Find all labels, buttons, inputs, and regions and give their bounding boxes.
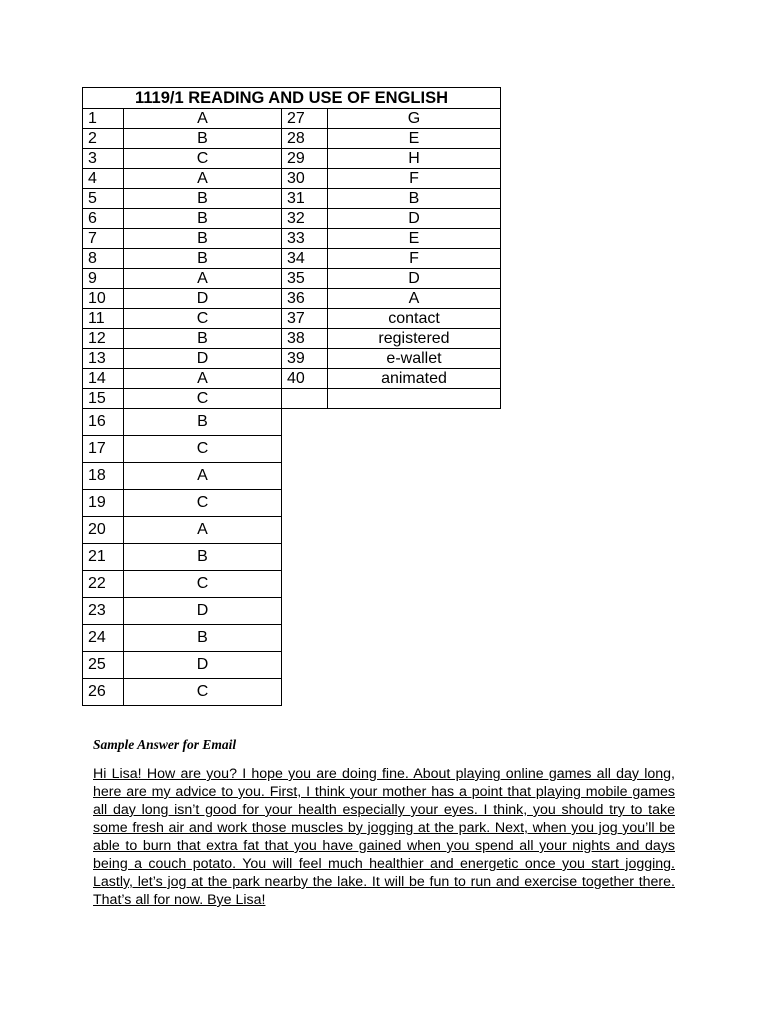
answer-key-title: 1119/1 READING AND USE OF ENGLISH bbox=[83, 88, 501, 109]
answer-row bbox=[83, 544, 501, 571]
question-number: 40 bbox=[282, 369, 328, 389]
answer-cell: B bbox=[124, 229, 282, 249]
blank-area bbox=[282, 436, 501, 463]
answer-row bbox=[83, 389, 501, 409]
answer-cell: A bbox=[124, 109, 282, 129]
question-number: 37 bbox=[282, 309, 328, 329]
answer-row bbox=[83, 249, 501, 269]
answer-row bbox=[83, 109, 501, 129]
question-number: 38 bbox=[282, 329, 328, 349]
question-number: 4 bbox=[83, 169, 124, 189]
question-number: 17 bbox=[83, 436, 124, 463]
answer-cell: e-wallet bbox=[328, 349, 501, 369]
question-number: 30 bbox=[282, 169, 328, 189]
question-number: 16 bbox=[83, 409, 124, 436]
answer-row bbox=[83, 436, 501, 463]
question-number: 34 bbox=[282, 249, 328, 269]
answer-cell: C bbox=[124, 679, 282, 706]
question-number: 23 bbox=[83, 598, 124, 625]
answer-cell: animated bbox=[328, 369, 501, 389]
answer-cell: D bbox=[124, 289, 282, 309]
answer-cell: E bbox=[328, 229, 501, 249]
question-number: 15 bbox=[83, 389, 124, 409]
question-number: 31 bbox=[282, 189, 328, 209]
answer-cell: A bbox=[328, 289, 501, 309]
answer-cell: A bbox=[124, 517, 282, 544]
question-number: 5 bbox=[83, 189, 124, 209]
answer-row bbox=[83, 149, 501, 169]
question-number: 39 bbox=[282, 349, 328, 369]
answer-cell: C bbox=[124, 149, 282, 169]
question-number: 36 bbox=[282, 289, 328, 309]
blank-area bbox=[282, 652, 501, 679]
question-number: 27 bbox=[282, 109, 328, 129]
question-number: 25 bbox=[83, 652, 124, 679]
answer-cell: C bbox=[124, 436, 282, 463]
question-number: 7 bbox=[83, 229, 124, 249]
answer-cell: F bbox=[328, 169, 501, 189]
email-body: Hi Lisa! How are you? I hope you are doing fine. About playing online games all day long, here are my advice to you. First, I think your mother has a point that playing mobile games all day long isn’t good for your health especially your eyes. I think, you should try to take some fresh air and work those muscles by jogging at the park. Next, when you jog you’ll be able to burn that extra fat that you have gained when you spend all your nights and days being a couch potato. You will feel much healthier and energetic once you start jogging. Lastly, let’s jog at the park nearby the lake. It will be fun to run and exercise together there. That’s all for now. Bye Lisa! bbox=[93, 766, 675, 908]
answer-cell: registered bbox=[328, 329, 501, 349]
answer-cell: B bbox=[124, 409, 282, 436]
answer-cell: C bbox=[124, 571, 282, 598]
answer-row bbox=[83, 229, 501, 249]
question-number: 18 bbox=[83, 463, 124, 490]
question-number: 24 bbox=[83, 625, 124, 652]
blank-area bbox=[282, 490, 501, 517]
answer-key-body bbox=[83, 88, 501, 706]
answer-row bbox=[83, 625, 501, 652]
answer-cell: B bbox=[124, 189, 282, 209]
answer-row bbox=[83, 189, 501, 209]
answer-cell: B bbox=[124, 544, 282, 571]
question-number: 22 bbox=[83, 571, 124, 598]
question-number: 3 bbox=[83, 149, 124, 169]
empty-cell bbox=[282, 389, 328, 409]
question-number: 9 bbox=[83, 269, 124, 289]
empty-cell bbox=[328, 389, 501, 409]
answer-cell: D bbox=[124, 598, 282, 625]
question-number: 21 bbox=[83, 544, 124, 571]
question-number: 11 bbox=[83, 309, 124, 329]
answer-row bbox=[83, 598, 501, 625]
answer-cell: B bbox=[124, 209, 282, 229]
answer-cell: F bbox=[328, 249, 501, 269]
answer-row bbox=[83, 571, 501, 598]
blank-area bbox=[282, 544, 501, 571]
question-number: 29 bbox=[282, 149, 328, 169]
answer-row bbox=[83, 349, 501, 369]
answer-cell: C bbox=[124, 309, 282, 329]
answer-row bbox=[83, 517, 501, 544]
question-number: 8 bbox=[83, 249, 124, 269]
answer-row bbox=[83, 209, 501, 229]
answer-cell: D bbox=[124, 652, 282, 679]
answer-cell: A bbox=[124, 369, 282, 389]
answer-row bbox=[83, 463, 501, 490]
blank-area bbox=[282, 517, 501, 544]
answer-key-table bbox=[82, 87, 501, 706]
question-number: 2 bbox=[83, 129, 124, 149]
question-number: 10 bbox=[83, 289, 124, 309]
answer-cell: E bbox=[328, 129, 501, 149]
question-number: 32 bbox=[282, 209, 328, 229]
question-number: 19 bbox=[83, 490, 124, 517]
blank-area bbox=[282, 409, 501, 436]
answer-cell: D bbox=[328, 269, 501, 289]
answer-row bbox=[83, 652, 501, 679]
answer-cell: A bbox=[124, 169, 282, 189]
answer-row bbox=[83, 289, 501, 309]
answer-row bbox=[83, 679, 501, 706]
answer-row bbox=[83, 309, 501, 329]
answer-cell: G bbox=[328, 109, 501, 129]
question-number: 33 bbox=[282, 229, 328, 249]
answer-cell: C bbox=[124, 490, 282, 517]
question-number: 26 bbox=[83, 679, 124, 706]
answer-row bbox=[83, 129, 501, 149]
answer-row bbox=[83, 490, 501, 517]
blank-area bbox=[282, 598, 501, 625]
blank-area bbox=[282, 679, 501, 706]
answer-row bbox=[83, 329, 501, 349]
question-number: 14 bbox=[83, 369, 124, 389]
blank-area bbox=[282, 625, 501, 652]
email-heading: Sample Answer for Email bbox=[93, 737, 237, 752]
answer-cell: D bbox=[124, 349, 282, 369]
answer-cell: A bbox=[124, 463, 282, 490]
question-number: 13 bbox=[83, 349, 124, 369]
answer-cell: A bbox=[124, 269, 282, 289]
answer-cell: contact bbox=[328, 309, 501, 329]
answer-cell: D bbox=[328, 209, 501, 229]
answer-cell: B bbox=[328, 189, 501, 209]
answer-cell: B bbox=[124, 129, 282, 149]
question-number: 1 bbox=[83, 109, 124, 129]
question-number: 35 bbox=[282, 269, 328, 289]
question-number: 20 bbox=[83, 517, 124, 544]
question-number: 6 bbox=[83, 209, 124, 229]
question-number: 28 bbox=[282, 129, 328, 149]
answer-row bbox=[83, 269, 501, 289]
answer-row bbox=[83, 409, 501, 436]
answer-key-title-row bbox=[83, 88, 501, 109]
answer-cell: H bbox=[328, 149, 501, 169]
answer-cell: C bbox=[124, 389, 282, 409]
blank-area bbox=[282, 571, 501, 598]
blank-area bbox=[282, 463, 501, 490]
question-number: 12 bbox=[83, 329, 124, 349]
answer-cell: B bbox=[124, 249, 282, 269]
answer-cell: B bbox=[124, 625, 282, 652]
answer-row bbox=[83, 369, 501, 389]
answer-cell: B bbox=[124, 329, 282, 349]
answer-row bbox=[83, 169, 501, 189]
